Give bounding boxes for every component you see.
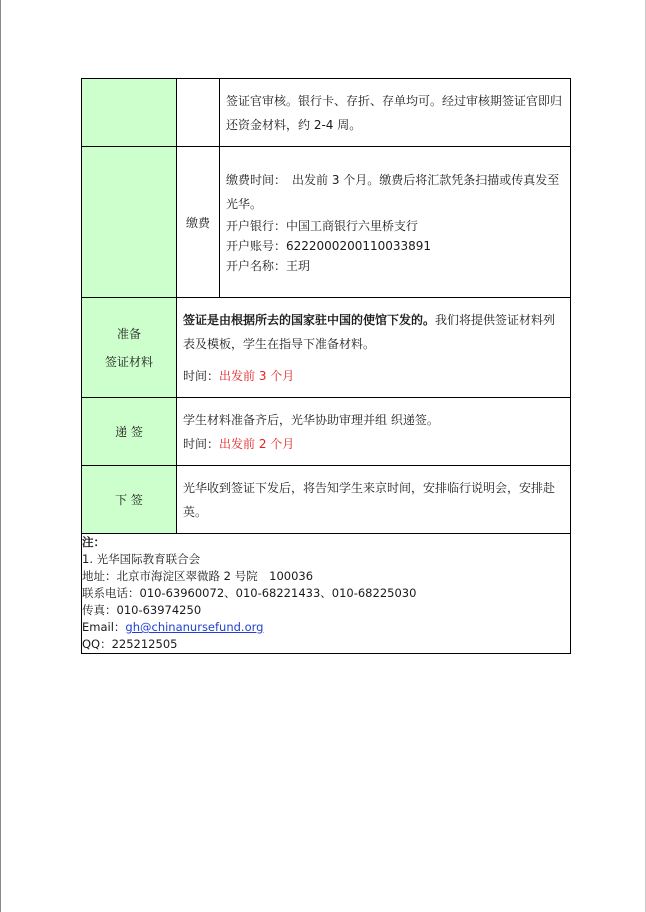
- submit-text: 学生材料准备齐后，光华协助审理并组 织递签。: [183, 412, 439, 427]
- issue-detail-cell: [177, 466, 571, 534]
- notes-cell: [82, 534, 571, 654]
- notes-heading: 注：: [82, 535, 105, 549]
- visa-process-table: [81, 78, 571, 654]
- table-row-issue: [82, 466, 571, 534]
- fee-label: 缴费: [185, 215, 210, 230]
- fee-detail: [220, 164, 570, 280]
- issue-text: 光华收到签证下发后，将告知学生来京时间，安排临行说明会，安排赴英。: [183, 480, 556, 519]
- prepare-paragraph: [183, 308, 564, 356]
- notes-qq: QQ：225212505: [82, 637, 178, 651]
- issue-label: 下 签: [115, 492, 143, 507]
- prepare-time-label: 时间：: [183, 368, 220, 383]
- notes-phone: 联系电话：010-63960072、010-68221433、010-68225030: [82, 586, 417, 600]
- prepare-text: 我们将提供签证材料列表及模板，学生在指导下准备材料。: [183, 312, 556, 351]
- review-text: 签证官审核。银行卡、存折、存单均可。经过审核期签证官即归还资金材料，约 2-4 周。: [226, 93, 563, 132]
- prepare-label-line1: 准备: [116, 326, 141, 341]
- table-row-review: [82, 79, 571, 147]
- prepare-time: [183, 364, 564, 388]
- submit-detail-cell: [177, 398, 571, 466]
- review-detail-cell: [220, 79, 571, 147]
- prepare-bold-text: 签证是由根据所去的国家驻中国的使馆下发的。: [183, 312, 436, 327]
- notes-fax: 传真：010-63974250: [82, 603, 202, 617]
- table-row-submit: [82, 398, 571, 466]
- fee-detail-cell: [220, 147, 571, 298]
- submit-time: [183, 432, 564, 456]
- prepare-detail-cell: [177, 298, 571, 398]
- submit-label-cell: [82, 398, 177, 466]
- stage-cell-empty: [82, 79, 177, 147]
- prepare-time-value: 出发前 3 个月: [219, 368, 295, 383]
- notes-org: 1. 光华国际教育联合会: [82, 552, 201, 566]
- table-row-prepare: [82, 298, 571, 398]
- fee-bank: 开户银行：中国工商银行六里桥支行: [226, 219, 419, 233]
- submit-label: 递 签: [115, 424, 143, 439]
- notes-email-label: Email：: [82, 620, 126, 634]
- stage-cell-empty-2: [82, 147, 177, 298]
- submit-time-value: 出发前 2 个月: [219, 436, 295, 451]
- prepare-label-line2: 签证材料: [104, 354, 153, 369]
- page-left-edge: [0, 0, 1, 912]
- fee-time-line: 缴费时间： 出发前 3 个月。缴费后将汇款凭条扫描或传真发至光华。: [226, 173, 560, 211]
- table-row-fee: [82, 147, 571, 298]
- table-row-notes: [82, 534, 571, 654]
- issue-label-cell: [82, 466, 177, 534]
- fee-account: 开户账号：6222000200110033891: [226, 239, 432, 253]
- prepare-label-cell: [82, 298, 177, 398]
- notes-email-line: [82, 619, 570, 636]
- fee-label-cell: [177, 147, 220, 298]
- notes-address: 地址：北京市海淀区翠微路 2 号院 100036: [82, 569, 314, 583]
- fee-account-name: 开户名称：王玥: [226, 259, 311, 273]
- prepare-detail: [177, 304, 570, 392]
- submit-time-label: 时间：: [183, 436, 220, 451]
- email-link[interactable]: gh@chinanursefund.org: [125, 620, 264, 634]
- sub-stage-cell-empty: [177, 79, 220, 147]
- submit-detail: [177, 404, 570, 460]
